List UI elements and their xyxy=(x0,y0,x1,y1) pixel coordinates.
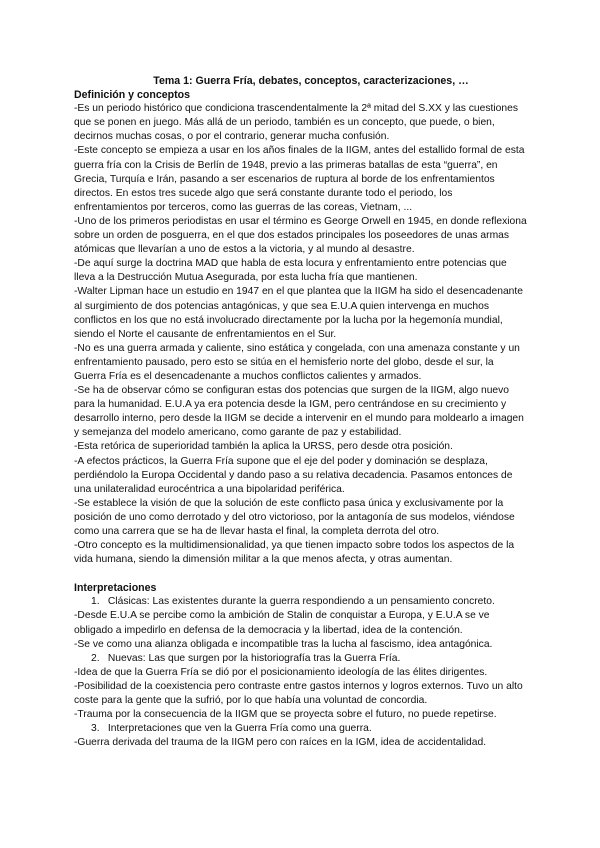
list-item: -Idea de que la Guerra Fría se dió por el posicionamiento ideología de las élites dirigentes. xyxy=(74,666,488,678)
item-label: Nuevas: Las que surgen por la historiografía tras la Guerra Fría. xyxy=(107,652,401,664)
list-item: -Guerra derivada del trauma de la IIGM pero con raíces en la IGM, idea de accidentalidad. xyxy=(74,737,487,749)
item-number: 2. xyxy=(91,652,100,664)
item-label: Clásicas: Las existentes durante la guerra respondiendo a un pensamiento concreto. xyxy=(107,596,495,608)
numbered-item xyxy=(74,595,528,609)
paragraph: -Se establece la visión de que la solución de este conflicto pasa única y exclusivamente por la posición de uno como derrotado y del otro victorioso, por la antagonía de sus modelos, viéndose como una carrera que se ha de llevar hasta el final, la completa derrota del otro. xyxy=(74,497,515,537)
item-label: Interpretaciones que ven la Guerra Fría como una guerra. xyxy=(107,723,372,735)
section-heading-definicion: Definición y conceptos xyxy=(74,89,190,102)
numbered-item xyxy=(74,652,528,666)
paragraph: -Se ha de observar cómo se configuran estas dos potencias que surgen de la IIGM, algo nuevo para la humanidad. E.U.A ya era potencia desde la IGM, pero centrándose en su crecimiento y desarrollo interno, pero desde la IIGM se decide a intervenir en el mundo para moldearlo a imagen y semejanza del modelo americano, como garante de paz y estabilidad. xyxy=(74,385,524,439)
list-item: -Se ve como una alianza obligada e incompatible tras la lucha al fascismo, idea antagónica. xyxy=(74,638,493,650)
list-item: -Desde E.U.A se percibe como la ambición de Stalin de conquistar a Europa, y E.U.A se ve obligado a impedirlo en defensa de la democracia y la libertad, idea de la contención. xyxy=(74,610,490,636)
paragraph: -Walter Lipman hace un estudio en 1947 en el que plantea que la IIGM ha sido el desencadenante al surgimiento de dos potencias antagónicas, y que sea E.U.A quien intervenga en muchos conflictos en los que no está involucrado directamente por la lucha por la hegemonía mundial, siendo el Norte el causante de enfrentamientos en el Sur. xyxy=(74,286,523,340)
paragraph: -Es un periodo histórico que condiciona trascendentalmente la 2ª mitad del S.XX y las cuestiones que se ponen en juego. Más allá de un periodo, también es un concepto, que puede, o bien, decirnos muchas cosas, o por el contrario, generar mucha confusión. xyxy=(74,103,518,143)
paragraph: -A efectos prácticos, la Guerra Fría supone que el eje del poder y dominación se desplaza, perdiéndolo la Europa Occidental y dando paso a su relativa decadencia. Pasamos entonces de una unilateralidad eurocéntrica a una bipolaridad periférica. xyxy=(74,455,513,495)
paragraph: -De aquí surge la doctrina MAD que habla de esta locura y enfrentamiento entre potencias que lleva a la Destrucción Mutua Asegurada, por esta lucha fría que mantienen. xyxy=(74,258,507,284)
paragraph: -Esta retórica de superioridad también la aplica la URSS, pero desde otra posición. xyxy=(74,441,453,453)
page-title: Tema 1: Guerra Fría, debates, conceptos, caracterizaciones, … xyxy=(153,75,469,87)
list-item: -Posibilidad de la coexistencia pero contraste entre gastos internos y logros externos. Tuvo un alto coste para la gente que la sufrió, por lo que había una voluntad de concordia. xyxy=(74,680,523,707)
paragraph: -Uno de los primeros periodistas en usar el término es George Orwell en 1945, en donde reflexiona sobre un orden de posguerra, en el que dos estados principales los poseedores de unas armas atómicas que llevarían a uno de estos a la victoria, y al mundo al desastre. xyxy=(74,215,527,256)
list-item: -Trauma por la consecuencia de la IIGM que se proyecta sobre el futuro, no puede repetirse. xyxy=(74,709,497,721)
document-body xyxy=(74,74,528,750)
item-number: 3. xyxy=(91,723,100,735)
paragraph: -No es una guerra armada y caliente, sino estática y congelada, con una amenaza constante y un enfrentamiento pausado, pero esto se sitúa en el hemisferio norte del globo, desde el sur, la Guerra Fría es el desencadenante a muchos conflictos calientes y armados. xyxy=(74,342,520,382)
paragraph: -Este concepto se empieza a usar en los años finales de la IIGM, antes del estallido formal de esta guerra fría con la Crisis de Berlín de 1948, previo a las primeras batallas de esta “guerra”, en Grecia, Turquía e Irán, pasando a ser escenarios de ruptura al borde de los enfrentamientos directos. En estos tres sucede algo que será constante durante todo el periodo, los enfrentamientos por terceros, como las guerras de las coreas, Vietnam, ... xyxy=(74,145,525,213)
numbered-item xyxy=(74,722,528,736)
paragraph: -Otro concepto es la multidimensionalidad, ya que tienen impacto sobre todos los aspectos de la vida humana, siendo la dimensión militar a la que menos afecta, y otras aumentan. xyxy=(74,540,515,566)
item-number: 1. xyxy=(91,596,100,608)
section-heading-interpretaciones: Interpretaciones xyxy=(74,582,157,595)
section-spacer xyxy=(74,567,528,581)
